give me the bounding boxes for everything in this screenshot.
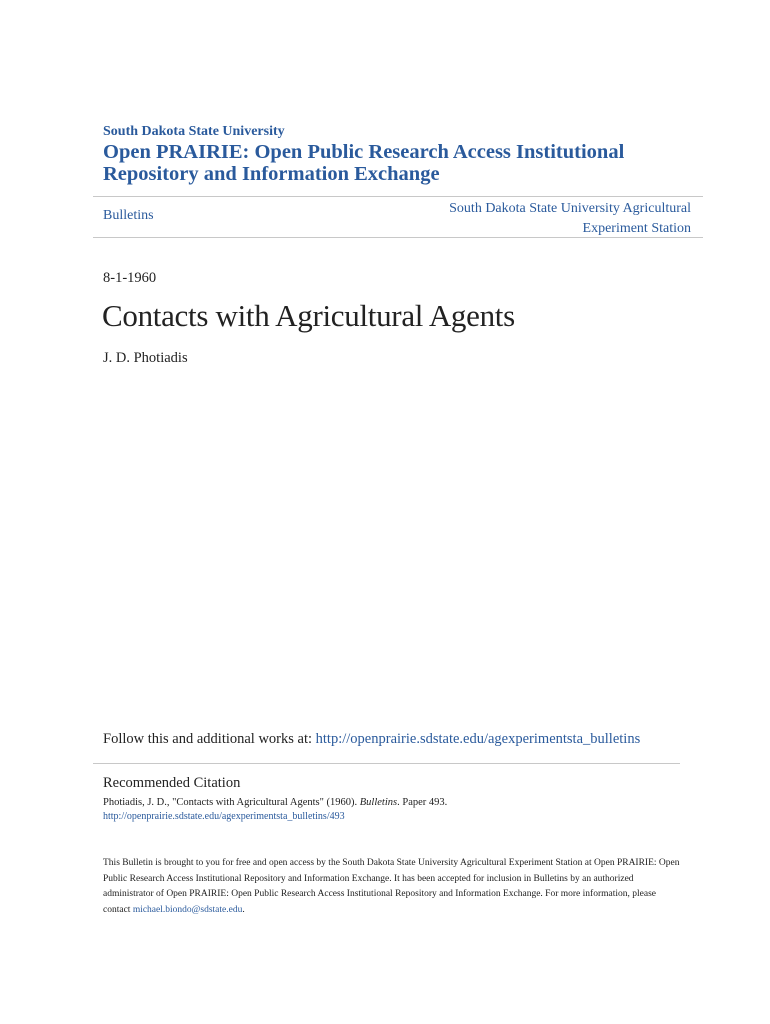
- divider: [93, 763, 680, 764]
- notice-line-3: administrator of Open PRAIRIE: Open Public Research Access Institutional Repository and Information Exchange. For more information, please: [103, 889, 656, 899]
- publication-date: 8-1-1960: [103, 270, 157, 286]
- notice-line-2: Public Research Access Institutional Repository and Information Exchange. It has been accepted for inclusion in Bulletins by an authorized: [103, 873, 634, 884]
- citation-link[interactable]: http://openprairie.sdstate.edu/agexperimentsta_bulletins/493: [103, 811, 345, 822]
- series-link[interactable]: Bulletins: [103, 208, 154, 223]
- repository-name[interactable]: Open PRAIRIE: Open Public Research Access Institutional Repository and Information Exchange: [103, 141, 625, 185]
- contact-email-link[interactable]: michael.biondo@sdstate.edu: [132, 904, 243, 915]
- access-notice: [103, 856, 683, 918]
- citation-series: Bulletins: [359, 797, 398, 808]
- notice-line-4: [103, 903, 683, 919]
- notice-line-1: This Bulletin is brought to you for free and open access by the South Dakota State University Agricultural Experiment Station at Open PRAIRIE: Open: [103, 858, 680, 868]
- collection-link[interactable]: http://openprairie.sdstate.edu/agexperimentsta_bulletins: [315, 731, 641, 747]
- citation-heading: Recommended Citation: [103, 775, 241, 791]
- author-name: J. D. Photiadis: [103, 350, 188, 366]
- department-line-1: South Dakota State University Agricultural: [449, 201, 691, 216]
- contact-suffix: .: [242, 904, 245, 915]
- institution-name[interactable]: South Dakota State University: [103, 124, 285, 139]
- citation-text-before: Photiadis, J. D., "Contacts with Agricultural Agents" (1960).: [103, 797, 360, 808]
- department-line-2: Experiment Station: [582, 220, 691, 236]
- follow-prefix: Follow this and additional works at:: [103, 731, 316, 747]
- series-band: [93, 196, 703, 238]
- department-link[interactable]: [449, 199, 691, 238]
- document-title: Contacts with Agricultural Agents: [102, 298, 515, 333]
- follow-line: [103, 731, 640, 748]
- contact-prefix: contact: [103, 904, 133, 915]
- citation-text: [103, 797, 447, 808]
- citation-text-after: . Paper 493.: [397, 797, 448, 808]
